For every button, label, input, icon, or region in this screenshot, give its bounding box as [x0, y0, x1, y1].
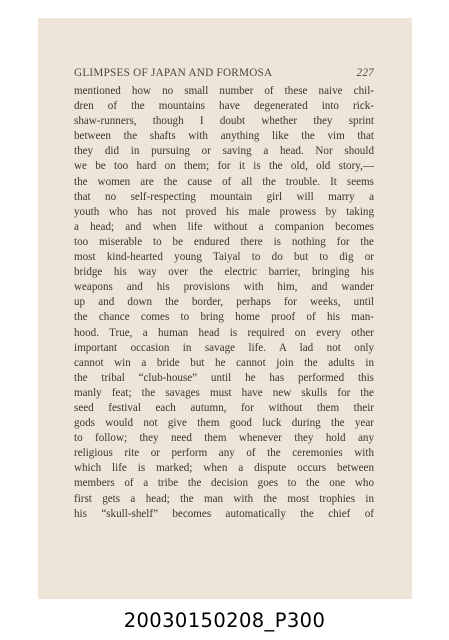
text-line: too miserable to be endured there is nothing for the: [74, 235, 374, 248]
text-line: to follow; they need them whenever they hold any: [74, 432, 374, 445]
image-caption: 20030150208_P300: [123, 609, 326, 632]
text-line: most kind-hearted young Taiyal to do but to dig or: [74, 251, 374, 264]
text-line: which life is marked; when a dispute occurs between: [74, 462, 374, 475]
text-line: we be too hard on them; for it is the old, old story,—: [74, 160, 374, 173]
text-line: religious rite or perform any of the ceremonies with: [74, 447, 374, 460]
text-line: they did in pursuing or saving a head. Nor should: [74, 145, 374, 158]
text-line: weapons and his provisions with him, and wander: [74, 281, 374, 294]
text-line: mentioned how no small number of these naive chil-: [74, 85, 374, 97]
text-line: first gets a head; the man with the most trophies in: [74, 492, 374, 505]
text-line: bridge his way over the electric barrier, bringing his: [74, 266, 374, 279]
text-line: dren of the mountains have degenerated into rick-: [74, 100, 374, 113]
text-line: the women are the cause of all the trouble. It seems: [74, 175, 374, 188]
text-line: gods would not give them good luck during the year: [74, 417, 374, 430]
text-line: hood. True, a human head is required on every other: [74, 326, 374, 339]
body-text: [74, 84, 374, 522]
text-line: up and down the border, perhaps for weeks, until: [74, 296, 374, 309]
running-title: GLIMPSES OF JAPAN AND FORMOSA: [74, 67, 273, 79]
text-line: between the shafts with anything like the vim that: [74, 130, 374, 143]
text-line: his “skull-shelf” becomes automatically the chief of: [74, 507, 374, 520]
text-line: manly feat; the savages must have new skulls for the: [74, 386, 374, 399]
text-line: the chance comes to bring home proof of his man-: [74, 311, 374, 324]
book-page: [38, 18, 412, 599]
text-line: cannot win a bride but he cannot join the adults in: [74, 356, 374, 369]
running-header: [74, 67, 374, 81]
text-line: seed festival each autumn, for without them their: [74, 401, 374, 414]
text-line: shaw-runners, though I doubt whether they sprint: [74, 115, 374, 128]
text-line: youth who has not proved his male prowess by taking: [74, 205, 374, 218]
text-line: members of a tribe the decision goes to the one who: [74, 477, 374, 490]
page-number: 227: [356, 67, 374, 79]
text-line: the tribal “club-house” until he has performed this: [74, 371, 374, 384]
text-line: a head; and when life without a companion becomes: [74, 220, 374, 233]
text-line: that no self-respecting mountain girl will marry a: [74, 190, 374, 203]
text-line: important occasion in savage life. A lad not only: [74, 341, 374, 354]
